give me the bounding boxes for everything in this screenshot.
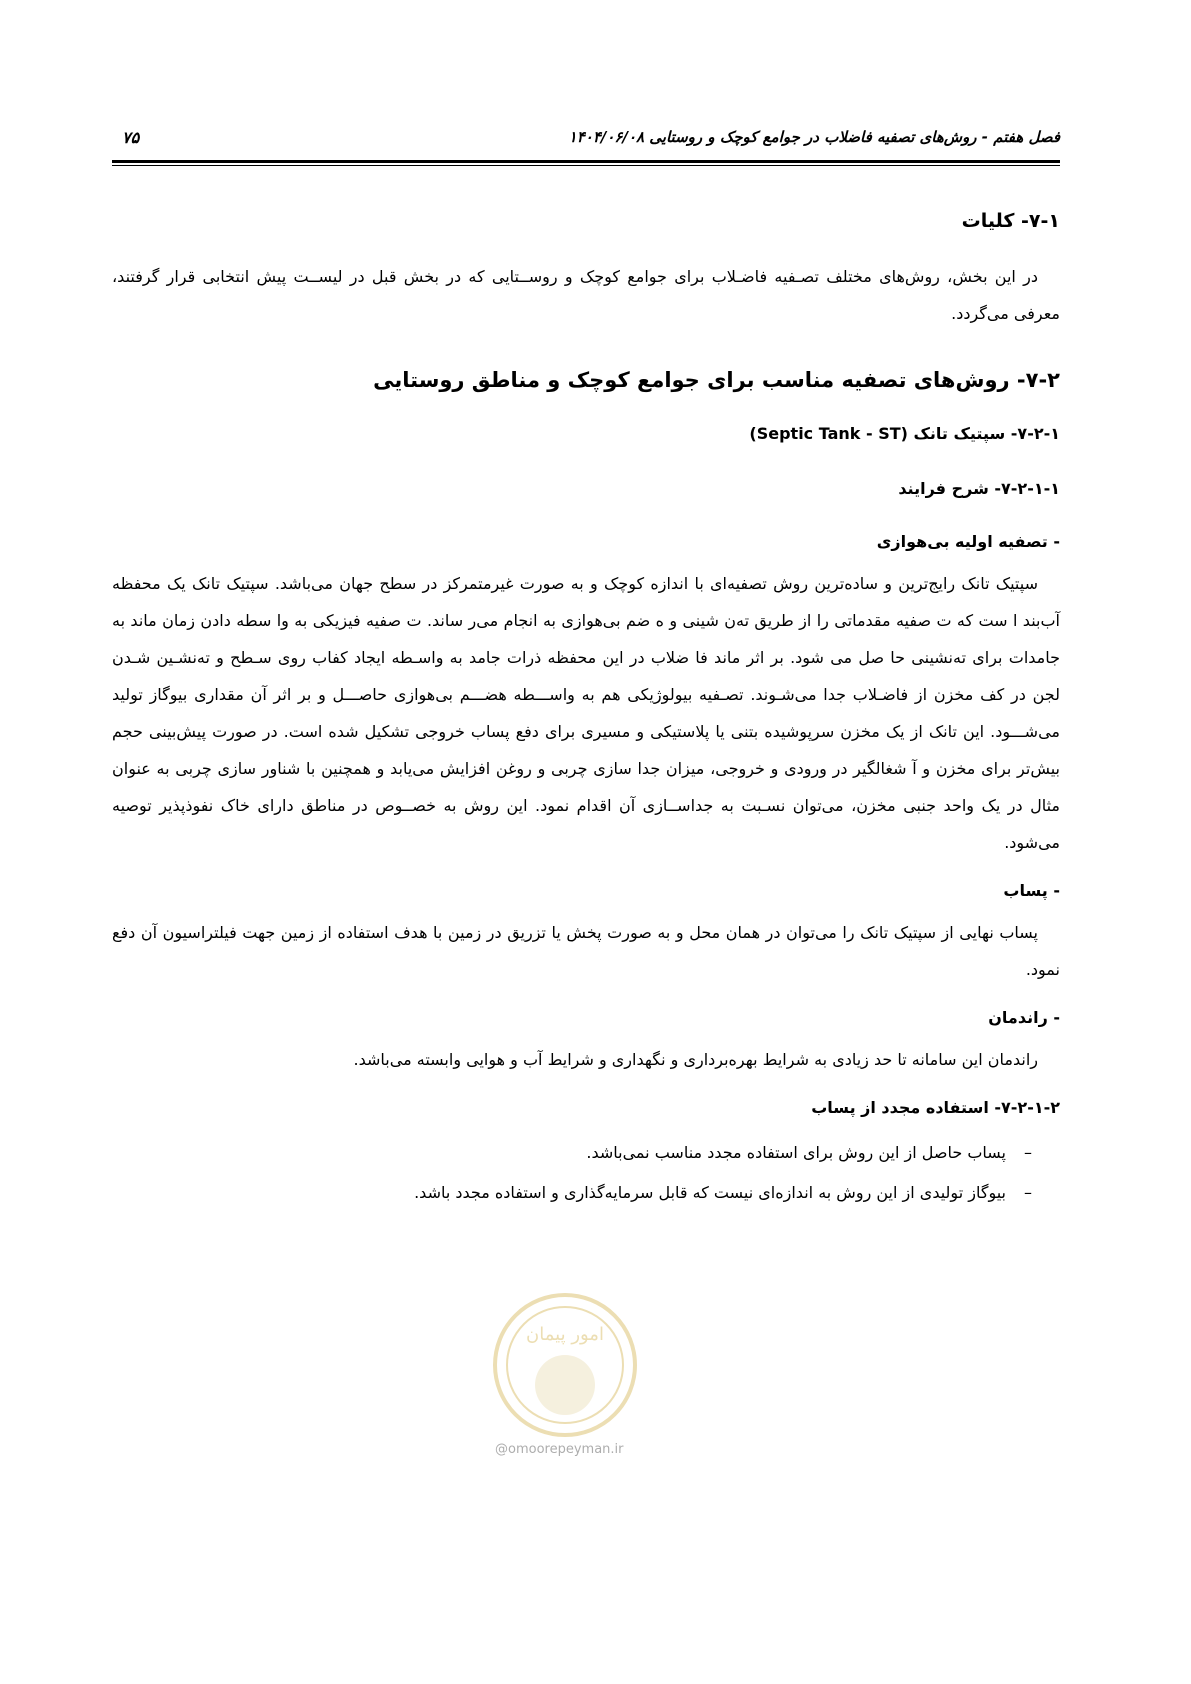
dash-heading-primary-treatment: - تصفیه اولیه بی‌هوازی: [876, 532, 1060, 551]
header-rule-thin: [112, 165, 1060, 166]
list-item: [112, 1173, 1032, 1213]
reuse-bullet-list: [112, 1133, 1060, 1213]
svg-text:امور پیمان: امور پیمان: [526, 1324, 604, 1345]
primary-treatment-paragraph: سپتیک تانک رایج‌ترین و ساده‌ترین روش تصفیه‌ای با اندازه کوچک و به صورت غیرمتمرکز در سطح جهان می‌باشد. سپتیک تانک یک محفظه آب‌بند ا ست که ت صفیه مقدماتی را از طریق ته‌ن شینی و ه ضم بی‌هوازی به انجام می‌ر ساند. ت صفیه فیزیکی به وا سطه دادن زمان ماند به جامدات برای ته‌نشینی حا صل می شود. بر اثر ماند فا ضلاب در این محفظه ذرات جامد به واسـطه ایجاد کفاب روی سـطح و ته‌نشـین شـدن لجن در کف مخزن از فاضـلاب جدا می‌شـوند. تصـفیه بیولوژیکی هم به واســـطه هضـــم بی‌هوازی حاصـــل و بر اثر آن مقداری بیوگاز تولید می‌شـــود. این تانک از یک مخزن سرپوشیده بتنی یا پلاستیکی و مسیری برای دفع پساب خروجی تشکیل شده است. در صورت پیش‌بینی حجم بیش‌تر برای مخزن و آ شغالگیر در ورودی و خروجی، میزان جدا سازی چربی و روغن افزایش می‌یابد و همچنین با شناور سازی چربی به عنوان مثال در یک واحد جنبی مخزن، می‌توان نسـبت به جداســازی آن اقدام نمود. این روش به خصــوص در مناطق دارای خاک نفوذپذیر توصیه می‌شود.: [112, 574, 1060, 852]
list-item: [112, 1133, 1032, 1173]
section-heading-methods: ۷-۲- روش‌های تصفیه مناسب برای جوامع کوچک و مناطق روستایی: [373, 368, 1060, 392]
page-content: [112, 210, 1060, 1213]
watermark-logo-icon: [490, 1290, 640, 1440]
section-heading-overview: ۷-۱- کلیات: [961, 210, 1060, 232]
watermark-text: @omoorepeyman.ir: [495, 1442, 624, 1457]
subsection-heading-reuse: ۷-۲-۱-۲- استفاده مجدد از پساب: [811, 1098, 1060, 1117]
effluent-paragraph: پساب نهایی از سپتیک تانک را می‌توان در همان محل و به صورت پخش یا تزریق در زمین با هدف استفاده از زمین جهت فیلتراسیون آن دفع نمود.: [112, 923, 1060, 979]
dash-heading-efficiency: - راندمان: [988, 1008, 1060, 1027]
page-number: ۷۵: [122, 128, 140, 147]
efficiency-paragraph: راندمان این سامانه تا حد زیادی به شرایط بهره‌برداری و نگهداری و شرایط آب و هوایی وابسته می‌باشد.: [353, 1050, 1038, 1069]
overview-paragraph: در این بخش، روش‌های مختلف تصـفیه فاضـلاب برای جوامع کوچک و روســتایی که در بخش قبل در لیســت پیش انتخابی قرار گرفتند، معرفی می‌گردد.: [112, 267, 1060, 323]
bullet-marker: –: [1024, 1143, 1032, 1162]
subsection-heading-septic-tank: ۷-۲-۱- سپتیک تانک (Septic Tank - ST): [749, 424, 1060, 443]
bullet-text: پساب حاصل از این روش برای استفاده مجدد مناسب نمی‌باشد.: [586, 1143, 1006, 1162]
header-rule-thick: [112, 160, 1060, 163]
subsection-heading-process: ۷-۲-۱-۱- شرح فرایند: [898, 479, 1060, 498]
dash-heading-effluent: - پساب: [1003, 881, 1060, 900]
chapter-title: فصل هفتم - روش‌های تصفیه فاضلاب در جوامع کوچک و روستایی ۱۴۰۴/۰۶/۰۸: [568, 128, 1060, 146]
bullet-marker: –: [1024, 1183, 1032, 1202]
bullet-text: بیوگاز تولیدی از این روش به اندازه‌ای نیست که قابل سرمایه‌گذاری و استفاده مجدد باشد.: [414, 1183, 1006, 1202]
page-header: [112, 128, 1060, 154]
